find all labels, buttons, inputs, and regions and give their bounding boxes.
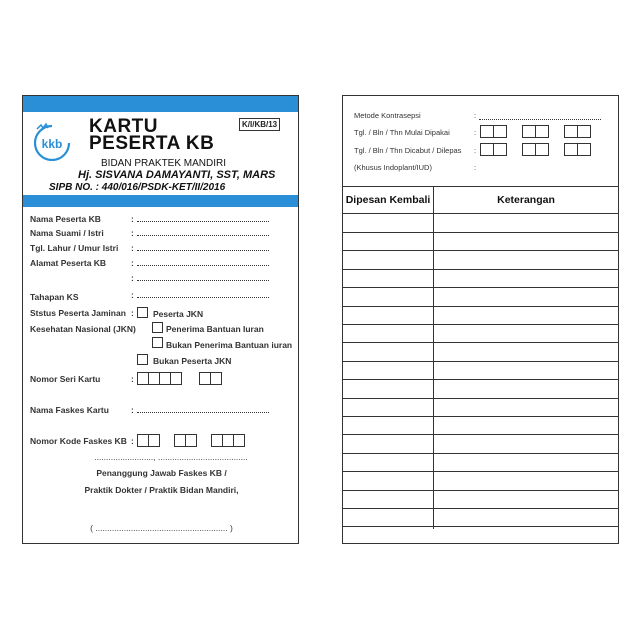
colon: : (131, 308, 134, 318)
kartu-peserta-kb-front (22, 95, 299, 544)
colon: : (474, 163, 477, 172)
logo-text: kkb (41, 137, 63, 151)
table-row[interactable] (343, 250, 618, 251)
tgl-dicabut-day[interactable] (481, 143, 507, 156)
midwife-name: Hj. SISVANA DAMAYANTI, SST, MARS (78, 169, 276, 181)
label-khusus: (Khusus Indoplant/IUD) (354, 163, 432, 172)
label-nomor-kode: Nomor Kode Faskes KB (30, 436, 127, 446)
field-nama-faskes[interactable] (137, 406, 269, 413)
label-tahapan: Tahapan KS (30, 292, 79, 302)
table-row[interactable] (343, 379, 618, 380)
checkbox-peserta-jkn[interactable] (137, 307, 148, 318)
label-alamat: Alamat Peserta KB (30, 258, 107, 268)
colon: : (131, 405, 134, 415)
tgl-dicabut-year[interactable] (565, 143, 591, 156)
colon: : (474, 128, 477, 137)
table-row[interactable] (343, 324, 618, 325)
nomor-seri-boxes-1[interactable] (138, 372, 182, 385)
colon: : (474, 111, 477, 120)
label-bukan-penerima: Bukan Penerima Bantuan iuran (166, 340, 293, 350)
header-dipesan-kembali: Dipesan Kembali (343, 187, 433, 214)
nomor-kode-boxes-1[interactable] (138, 434, 160, 447)
title-peserta-kb: PESERTA KB (89, 133, 215, 154)
label-metode: Metode Kontrasepsi (354, 111, 421, 120)
field-alamat-2[interactable] (137, 274, 269, 281)
table-row[interactable] (343, 306, 618, 307)
table-row[interactable] (343, 490, 618, 491)
top-blue-bar (23, 96, 298, 112)
label-nama-suami: Nama Suami / Istri (30, 228, 104, 238)
tgl-mulai-year[interactable] (565, 125, 591, 138)
colon: : (131, 290, 134, 300)
table-row[interactable] (343, 342, 618, 343)
label-tgl-lahir: Tgl. Lahur / Umur Istri (30, 243, 119, 253)
table-row[interactable] (343, 471, 618, 472)
colon: : (131, 374, 134, 384)
signature-title-2: Praktik Dokter / Praktik Bidan Mandiri, (84, 485, 239, 495)
nomor-seri-boxes-2[interactable] (200, 372, 222, 385)
record-table (343, 186, 618, 529)
label-nomor-seri: Nomor Seri Kartu (30, 374, 101, 384)
table-row[interactable] (343, 232, 618, 233)
colon: : (131, 436, 134, 446)
table-row[interactable] (343, 398, 618, 399)
colon: : (131, 243, 134, 253)
bottom-blue-bar (23, 195, 298, 207)
field-tahapan[interactable] (137, 291, 269, 298)
colon: : (131, 273, 134, 283)
kartu-peserta-kb-back (342, 95, 619, 544)
checkbox-penerima-bantuan[interactable] (152, 322, 163, 333)
date-line: ........................., ...................................... (94, 452, 248, 462)
header-keterangan: Keterangan (434, 187, 618, 214)
title-kartu: KARTU (89, 116, 158, 137)
signature-title-1: Penanggung Jawab Faskes KB / (96, 468, 227, 478)
label-tgl-mulai: Tgl. / Bln / Thn Mulai Dipakai (354, 128, 450, 137)
label-nama-faskes: Nama Faskes Kartu (30, 405, 109, 415)
table-row[interactable] (343, 416, 618, 417)
colon: : (131, 258, 134, 268)
subtitle: BIDAN PRAKTEK MANDIRI (101, 158, 227, 169)
label-nama-peserta: Nama Peserta KB (30, 214, 101, 224)
nomor-kode-boxes-2[interactable] (175, 434, 197, 447)
label-status-2: Kesehatan Nasional (JKN) (30, 324, 136, 334)
field-metode[interactable] (479, 113, 601, 120)
column-divider (433, 187, 434, 529)
colon: : (474, 146, 477, 155)
card-code: K/I/KB/13 (239, 118, 280, 131)
field-alamat-1[interactable] (137, 259, 269, 266)
table-row[interactable] (343, 361, 618, 362)
label-bukan-peserta: Bukan Peserta JKN (153, 356, 232, 366)
label-peserta-jkn: Peserta JKN (153, 309, 204, 319)
signature-name-line[interactable]: ( ........................................................ ) (90, 523, 233, 533)
table-row[interactable] (343, 453, 618, 454)
checkbox-bukan-penerima[interactable] (152, 337, 163, 348)
nomor-kode-boxes-3[interactable] (212, 434, 245, 447)
table-row[interactable] (343, 269, 618, 270)
label-penerima-bantuan: Penerima Bantuan Iuran (166, 324, 264, 334)
field-nama-peserta[interactable] (137, 215, 269, 222)
label-tgl-dicabut: Tgl. / Bln / Thn Dicabut / Dilepas (354, 146, 462, 155)
label-status-1: Ststus Peserta Jaminan (30, 308, 126, 318)
table-row[interactable] (343, 287, 618, 288)
tgl-mulai-month[interactable] (523, 125, 549, 138)
tgl-dicabut-month[interactable] (523, 143, 549, 156)
field-nama-suami[interactable] (137, 229, 269, 236)
table-row[interactable] (343, 508, 618, 509)
checkbox-bukan-peserta[interactable] (137, 354, 148, 365)
sipb-number: SIPB NO. : 440/016/PSDK-KET/II/2016 (49, 182, 226, 193)
colon: : (131, 228, 134, 238)
colon: : (131, 214, 134, 224)
table-row[interactable] (343, 526, 618, 527)
table-row[interactable] (343, 434, 618, 435)
field-tgl-lahir[interactable] (137, 244, 269, 251)
tgl-mulai-day[interactable] (481, 125, 507, 138)
bkkbn-logo (32, 121, 72, 161)
